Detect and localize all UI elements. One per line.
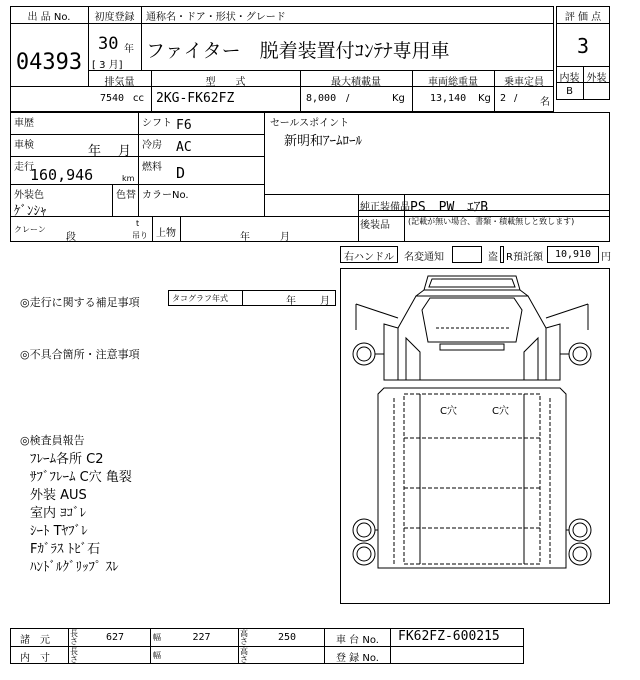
color-value: ｹﾞﾝｼｬ xyxy=(14,204,47,219)
aftermarket-label: 後装品 xyxy=(360,220,390,231)
body-box xyxy=(378,388,566,568)
inspector-line: ﾌﾚｰﾑ各所 C2 xyxy=(30,452,104,467)
max-load-value: 8,000 xyxy=(306,93,337,104)
owner-change-box xyxy=(452,246,482,263)
cc-unit: cc xyxy=(133,93,144,104)
aftermarket-note: (記載が無い場合、書類・積載無しと致します) xyxy=(408,217,575,226)
inspector-line: 外装 AUS xyxy=(30,488,87,503)
gross-kg-unit: Kg xyxy=(478,93,491,104)
registration-label: 登 録 No. xyxy=(336,653,379,664)
steering-value: 右ハンドル xyxy=(344,252,394,263)
inspection-label: 車検 xyxy=(14,140,34,151)
capacity-slash: / xyxy=(514,93,518,104)
height-label-inner: 高さ xyxy=(240,647,248,664)
gross-weight-value: 13,140 xyxy=(430,93,467,104)
windshield xyxy=(422,298,522,342)
chassis-number: FK62FZ-600215 xyxy=(398,629,500,644)
inspection-month-unit: 月 xyxy=(118,144,132,159)
fuel-label: 燃料 xyxy=(142,162,162,173)
color-label: 外装色 xyxy=(14,190,44,201)
ac-label: 冷房 xyxy=(142,140,162,151)
recycle-amount: 10,910 xyxy=(554,249,592,260)
year-unit: 年 xyxy=(124,44,134,55)
capacity-unit: 名 xyxy=(540,97,550,108)
mileage-label: 走行 xyxy=(14,162,34,173)
wheel-rear-right-2 xyxy=(569,543,591,565)
length-label: 長さ xyxy=(70,629,78,646)
frame-hole-label-right: C穴 xyxy=(492,406,509,417)
chassis-label: 車 台 No. xyxy=(336,635,379,646)
driving-remarks-title: ◎走行に関する補足事項 xyxy=(20,296,140,309)
model-code: 2KG-FK62FZ xyxy=(156,91,235,106)
inspector-line: 室内 ﾖｺﾞﾚ xyxy=(30,506,87,521)
tachograph-year-unit: 年 xyxy=(286,296,296,307)
cab-roof xyxy=(424,276,520,290)
owner-change-label: 名変通知 xyxy=(404,252,444,263)
wheel-rear-left-1 xyxy=(353,519,375,541)
sales-point-label: セールスポイント xyxy=(270,118,350,129)
mileage-value: 160,946 xyxy=(30,166,94,184)
max-load-label: 最大積載量 xyxy=(331,77,381,88)
height-value: 250 xyxy=(277,632,297,643)
yen-unit: 円 xyxy=(601,252,611,263)
inspector-line: Fｶﾞﾗｽ ﾄﾋﾞ石 xyxy=(30,542,101,557)
tachograph-label: タコグラフ年式 xyxy=(172,294,228,303)
cab-left-side xyxy=(384,324,398,380)
equipment-value: PS PW ｴｱB xyxy=(410,200,489,215)
length-value: 627 xyxy=(105,632,125,643)
displacement-value: 7540 xyxy=(100,93,125,104)
width-value: 227 xyxy=(192,632,211,643)
capacity-label: 乗車定員 xyxy=(504,77,544,88)
inner-dimensions-label: 内 寸 xyxy=(20,653,50,664)
score-label: 評 価 点 xyxy=(564,12,602,23)
inspector-line: ｼｰﾄ Tﾔﾌﾞﾚ xyxy=(30,524,88,539)
length-label-inner: 長さ xyxy=(70,647,78,664)
width-label: 幅 xyxy=(153,633,161,642)
dimensions-label: 諸 元 xyxy=(20,635,50,646)
width-label-inner: 幅 xyxy=(153,651,161,660)
score-value: 3 xyxy=(576,34,590,58)
load-slash: / xyxy=(346,93,350,104)
wheel-front-left xyxy=(353,343,375,365)
ac-value: AC xyxy=(176,140,192,155)
upper-label: 上物 xyxy=(156,228,176,239)
crane-stage-unit: 段 xyxy=(66,232,76,243)
inspection-year-unit: 年 xyxy=(88,144,102,159)
lot-number-label: 出 品 No. xyxy=(27,12,71,23)
interior-grade: B xyxy=(566,86,573,97)
inspector-title: ◎検査員報告 xyxy=(20,434,85,447)
upper-month-unit: 月 xyxy=(280,232,290,243)
cab-outline xyxy=(398,296,546,328)
equipment-label: 純正装備品 xyxy=(360,202,410,213)
upper-year-unit: 年 xyxy=(240,232,250,243)
wheel-rear-left-2 xyxy=(353,543,375,565)
crane-hang-unit: 吊り xyxy=(132,231,148,240)
truck-diagram xyxy=(340,268,610,604)
history-label: 車歴 xyxy=(14,118,34,129)
height-label: 高さ xyxy=(240,629,248,646)
color-change-label: 色替 xyxy=(116,190,136,201)
shift-label: シフト xyxy=(142,118,172,129)
tax-label: 盗 xyxy=(488,252,498,263)
wheel-front-right xyxy=(569,343,591,365)
inspector-line: ﾊﾝﾄﾞﾙｸﾞﾘｯﾌﾟ ｽﾚ xyxy=(30,560,119,575)
km-unit: km xyxy=(122,174,135,183)
shift-value: F6 xyxy=(176,118,192,133)
model-name: ファイター 脱着装置付ｺﾝﾃﾅ専用車 xyxy=(146,40,450,62)
sales-point-value: 新明和ｱｰﾑﾛｰﾙ xyxy=(284,134,363,149)
capacity-value: 2 xyxy=(500,93,507,104)
frame-hole-label-left: C穴 xyxy=(440,406,457,417)
displacement-label: 排気量 xyxy=(104,77,135,88)
first-registration-label: 初度登録 xyxy=(94,12,135,23)
cab-right-side xyxy=(546,324,560,380)
crane-ton-unit: t xyxy=(136,219,140,228)
model-type-label: 型 式 xyxy=(205,77,246,88)
wheel-rear-right-1 xyxy=(569,519,591,541)
registration-month: [ 3 月] xyxy=(92,60,123,71)
exterior-label: 外装 xyxy=(586,73,607,84)
tax-box xyxy=(500,246,504,263)
defect-title: ◎不具合箇所・注意事項 xyxy=(20,348,140,361)
lot-number: 04393 xyxy=(15,50,83,75)
fuel-value: D xyxy=(176,164,186,182)
inspector-line: ｻﾌﾞﾌﾚｰﾑ C穴 亀裂 xyxy=(30,470,132,485)
interior-label: 内装 xyxy=(559,73,580,84)
spec-label: 通称名・ドア・形状・グレード xyxy=(146,12,286,23)
recycle-label: R預託額 xyxy=(506,252,543,263)
gross-weight-label: 車両総重量 xyxy=(428,77,478,88)
color-number-label: カラーNo. xyxy=(142,190,189,201)
tachograph-month-unit: 月 xyxy=(320,296,330,307)
load-kg-unit: Kg xyxy=(392,93,405,104)
registration-year: 30 xyxy=(98,34,119,54)
crane-label: クレーン xyxy=(14,225,46,234)
